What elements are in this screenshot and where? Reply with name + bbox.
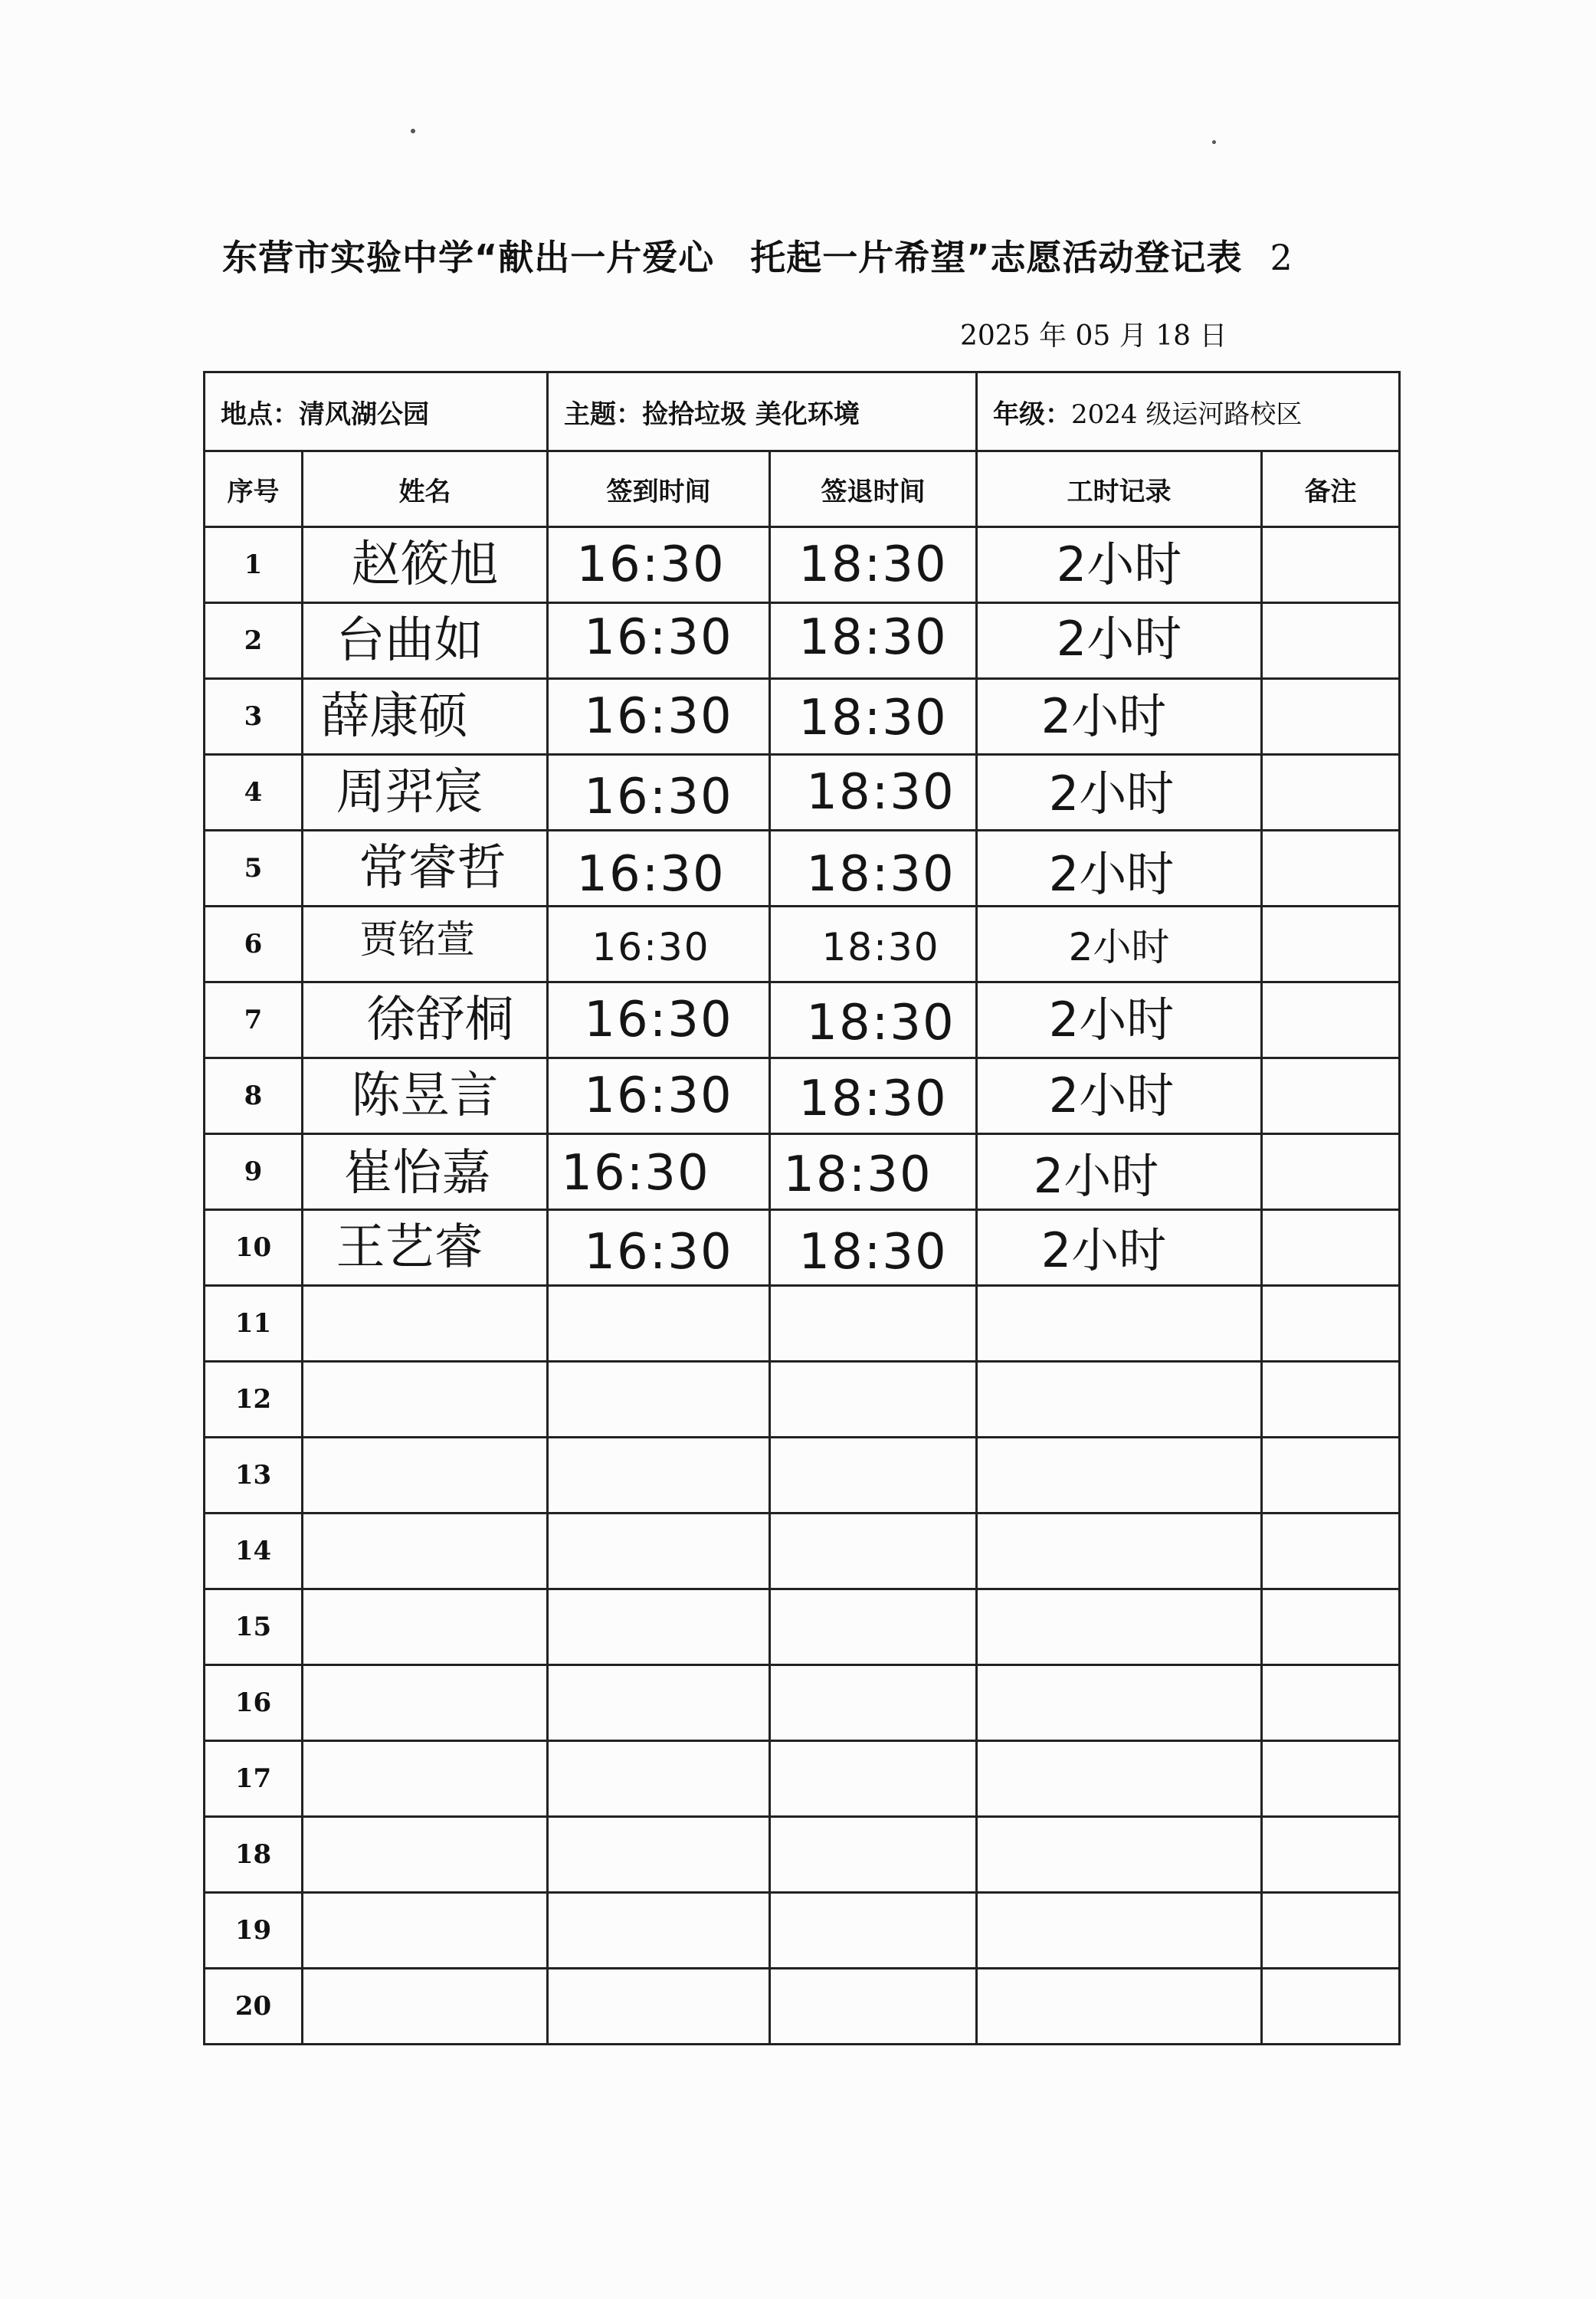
row-sign-out-cell (770, 1058, 977, 1134)
row-sign-in-cell (548, 1589, 770, 1665)
handwritten-hours: 2小时 (1041, 688, 1167, 744)
table-row (205, 1665, 1400, 1741)
table-row (205, 1058, 1400, 1134)
table-row (205, 982, 1400, 1058)
row-name-cell (303, 1589, 548, 1665)
row-sign-in-cell (548, 1893, 770, 1969)
row-sign-out-cell (770, 1969, 977, 2045)
row-name-cell (303, 1741, 548, 1817)
handwritten-time: 18:30 (798, 609, 948, 666)
row-remarks-cell (1262, 1969, 1400, 2045)
row-index-cell: 16 (205, 1665, 303, 1741)
handwritten-time: 16:30 (584, 1068, 733, 1124)
table-row (205, 1514, 1400, 1589)
theme-value: 捡拾垃圾 美化环境 (642, 398, 860, 430)
row-sign-in-cell (548, 1817, 770, 1893)
handwritten-name: 台曲如 (336, 612, 483, 669)
row-name-cell (303, 831, 548, 907)
theme-cell (548, 372, 977, 451)
row-sign-in-cell (548, 1514, 770, 1589)
row-sign-out-cell (770, 755, 977, 831)
title-text: 东营市实验中学“献出一片爱心 托起一片希望”志愿活动登记表 (222, 237, 1243, 278)
handwritten-time: 18:30 (806, 995, 955, 1051)
row-sign-out-cell (770, 603, 977, 679)
row-remarks-cell (1262, 907, 1400, 982)
row-name-cell (303, 1438, 548, 1514)
row-hours-cell (977, 1286, 1262, 1362)
table-row (205, 1362, 1400, 1438)
row-name-cell (303, 1665, 548, 1741)
row-sign-in-cell (548, 1134, 770, 1210)
row-index-cell: 11 (205, 1286, 303, 1362)
row-name-cell (303, 1514, 548, 1589)
row-remarks-cell (1262, 1817, 1400, 1893)
header-remarks: 备注 (1262, 451, 1400, 527)
handwritten-time: 16:30 (576, 536, 726, 593)
handwritten-name: 陈昱言 (351, 1068, 499, 1124)
row-index-cell: 18 (205, 1817, 303, 1893)
row-index-cell: 1 (205, 527, 303, 603)
row-remarks-cell (1262, 982, 1400, 1058)
row-remarks-cell (1262, 1665, 1400, 1741)
handwritten-time: 18:30 (806, 764, 955, 821)
table-row (205, 1210, 1400, 1286)
handwritten-time: 16:30 (584, 609, 733, 666)
row-hours-cell (977, 679, 1262, 755)
row-remarks-cell (1262, 679, 1400, 755)
row-name-cell (303, 679, 548, 755)
handwritten-hours: 2小时 (1068, 924, 1170, 969)
header-sign-out: 签退时间 (770, 451, 977, 527)
form-title (222, 230, 1448, 284)
row-sign-in-cell (548, 1210, 770, 1286)
handwritten-hours: 2小时 (1056, 611, 1182, 667)
row-remarks-cell (1262, 1589, 1400, 1665)
speck-mark (1212, 140, 1216, 144)
row-index-cell: 7 (205, 982, 303, 1058)
row-hours-cell (977, 831, 1262, 907)
location-cell (205, 372, 548, 451)
table-row (205, 1969, 1400, 2045)
row-name-cell (303, 1134, 548, 1210)
form-date: 2025 年 05 月 18 日 (960, 320, 1227, 352)
handwritten-time: 18:30 (798, 536, 948, 593)
handwritten-name: 薛康硕 (320, 688, 468, 745)
handwritten-name: 常睿哲 (359, 840, 506, 897)
row-sign-out-cell (770, 1286, 977, 1362)
row-sign-in-cell (548, 1741, 770, 1817)
row-hours-cell (977, 1893, 1262, 1969)
row-index-cell: 10 (205, 1210, 303, 1286)
row-sign-out-cell (770, 1741, 977, 1817)
row-remarks-cell (1262, 1741, 1400, 1817)
row-hours-cell (977, 907, 1262, 982)
table-row (205, 1893, 1400, 1969)
handwritten-time: 18:30 (821, 924, 940, 969)
table-row (205, 603, 1400, 679)
handwritten-time: 18:30 (798, 690, 948, 746)
registration-table (203, 371, 1401, 2045)
row-hours-cell (977, 1438, 1262, 1514)
handwritten-name: 王艺睿 (336, 1219, 483, 1276)
handwritten-time: 18:30 (798, 1224, 948, 1281)
grade-label: 年级： (993, 398, 1071, 430)
row-sign-out-cell (770, 679, 977, 755)
row-name-cell (303, 527, 548, 603)
row-sign-in-cell (548, 1438, 770, 1514)
handwritten-time: 16:30 (584, 769, 733, 825)
row-hours-cell (977, 1210, 1262, 1286)
row-index-cell: 13 (205, 1438, 303, 1514)
row-name-cell (303, 1058, 548, 1134)
row-name-cell (303, 1893, 548, 1969)
row-index-cell: 17 (205, 1741, 303, 1817)
row-sign-in-cell (548, 1058, 770, 1134)
handwritten-time: 16:30 (584, 992, 733, 1048)
row-hours-cell (977, 1969, 1262, 2045)
header-index: 序号 (205, 451, 303, 527)
row-sign-out-cell (770, 831, 977, 907)
table-row (205, 1741, 1400, 1817)
row-sign-in-cell (548, 679, 770, 755)
row-index-cell: 4 (205, 755, 303, 831)
table-row (205, 831, 1400, 907)
row-sign-in-cell (548, 527, 770, 603)
handwritten-time: 18:30 (806, 846, 955, 903)
row-sign-in-cell (548, 1665, 770, 1741)
row-name-cell (303, 982, 548, 1058)
speck-mark (411, 129, 415, 133)
row-index-cell: 3 (205, 679, 303, 755)
handwritten-time: 16:30 (576, 846, 726, 903)
handwritten-hours: 2小时 (1056, 536, 1182, 592)
theme-label: 主题： (564, 398, 642, 430)
table-row (205, 755, 1400, 831)
row-sign-out-cell (770, 982, 977, 1058)
row-hours-cell (977, 527, 1262, 603)
handwritten-hours: 2小时 (1041, 1222, 1167, 1278)
row-remarks-cell (1262, 603, 1400, 679)
row-remarks-cell (1262, 1893, 1400, 1969)
handwritten-time: 16:30 (584, 688, 733, 745)
location-label: 地点： (221, 398, 299, 430)
table-row (205, 1438, 1400, 1514)
row-name-cell (303, 1817, 548, 1893)
handwritten-hours: 2小时 (1033, 1148, 1159, 1204)
handwritten-time: 16:30 (584, 1224, 733, 1281)
row-sign-in-cell (548, 982, 770, 1058)
table-row (205, 1134, 1400, 1210)
row-sign-out-cell (770, 1817, 977, 1893)
row-hours-cell (977, 1514, 1262, 1589)
row-sign-out-cell (770, 1893, 977, 1969)
table-row (205, 679, 1400, 755)
row-hours-cell (977, 1134, 1262, 1210)
info-row (205, 372, 1400, 451)
row-name-cell (303, 1969, 548, 2045)
handwritten-hours: 2小时 (1048, 846, 1175, 902)
row-hours-cell (977, 982, 1262, 1058)
row-hours-cell (977, 1665, 1262, 1741)
handwritten-name: 赵筱旭 (351, 536, 499, 593)
row-hours-cell (977, 1741, 1262, 1817)
header-hours: 工时记录 (977, 451, 1262, 527)
grade-cell (977, 372, 1400, 451)
row-sign-in-cell (548, 755, 770, 831)
row-index-cell: 9 (205, 1134, 303, 1210)
row-remarks-cell (1262, 1438, 1400, 1514)
row-sign-out-cell (770, 1589, 977, 1665)
row-index-cell: 8 (205, 1058, 303, 1134)
row-hours-cell (977, 1589, 1262, 1665)
handwritten-time: 18:30 (783, 1146, 932, 1203)
table-row (205, 907, 1400, 982)
table-row (205, 1286, 1400, 1362)
table-row (205, 1589, 1400, 1665)
grade-value: 2024 级运河路校区 (1071, 398, 1303, 430)
row-remarks-cell (1262, 1286, 1400, 1362)
row-sign-in-cell (548, 907, 770, 982)
header-row (205, 451, 1400, 527)
row-sign-out-cell (770, 1210, 977, 1286)
row-sign-out-cell (770, 1514, 977, 1589)
row-remarks-cell (1262, 1210, 1400, 1286)
row-sign-out-cell (770, 527, 977, 603)
row-remarks-cell (1262, 1514, 1400, 1589)
handwritten-name: 崔怡嘉 (343, 1145, 491, 1202)
row-sign-out-cell (770, 1438, 977, 1514)
table-row (205, 1817, 1400, 1893)
row-remarks-cell (1262, 1134, 1400, 1210)
row-index-cell: 12 (205, 1362, 303, 1438)
handwritten-time: 18:30 (798, 1071, 948, 1127)
row-remarks-cell (1262, 527, 1400, 603)
row-name-cell (303, 1286, 548, 1362)
row-hours-cell (977, 603, 1262, 679)
row-sign-out-cell (770, 1362, 977, 1438)
handwritten-hours: 2小时 (1048, 992, 1175, 1048)
handwritten-name: 徐舒桐 (366, 992, 514, 1048)
row-name-cell (303, 603, 548, 679)
page-number-mark: 2 (1270, 237, 1293, 278)
row-index-cell: 15 (205, 1589, 303, 1665)
row-hours-cell (977, 1058, 1262, 1134)
row-sign-out-cell (770, 1665, 977, 1741)
row-index-cell: 20 (205, 1969, 303, 2045)
row-hours-cell (977, 1817, 1262, 1893)
handwritten-hours: 2小时 (1048, 766, 1175, 822)
row-sign-in-cell (548, 831, 770, 907)
row-remarks-cell (1262, 755, 1400, 831)
row-sign-in-cell (548, 1362, 770, 1438)
row-remarks-cell (1262, 831, 1400, 907)
header-sign-in: 签到时间 (548, 451, 770, 527)
row-sign-out-cell (770, 907, 977, 982)
row-sign-in-cell (548, 1969, 770, 2045)
location-value: 清风湖公园 (299, 398, 429, 430)
row-hours-cell (977, 755, 1262, 831)
handwritten-hours: 2小时 (1048, 1068, 1175, 1123)
row-sign-in-cell (548, 1286, 770, 1362)
row-remarks-cell (1262, 1362, 1400, 1438)
row-hours-cell (977, 1362, 1262, 1438)
row-name-cell (303, 1210, 548, 1286)
handwritten-name: 贾铭萱 (359, 917, 475, 962)
row-name-cell (303, 1362, 548, 1438)
table-row (205, 527, 1400, 603)
row-index-cell: 14 (205, 1514, 303, 1589)
row-sign-in-cell (548, 603, 770, 679)
row-name-cell (303, 907, 548, 982)
row-index-cell: 2 (205, 603, 303, 679)
handwritten-time: 16:30 (561, 1145, 710, 1202)
row-name-cell (303, 755, 548, 831)
handwritten-name: 周羿宸 (336, 764, 483, 821)
header-name: 姓名 (303, 451, 548, 527)
handwritten-time: 16:30 (592, 924, 710, 969)
row-remarks-cell (1262, 1058, 1400, 1134)
row-index-cell: 6 (205, 907, 303, 982)
row-index-cell: 19 (205, 1893, 303, 1969)
row-sign-out-cell (770, 1134, 977, 1210)
row-index-cell: 5 (205, 831, 303, 907)
